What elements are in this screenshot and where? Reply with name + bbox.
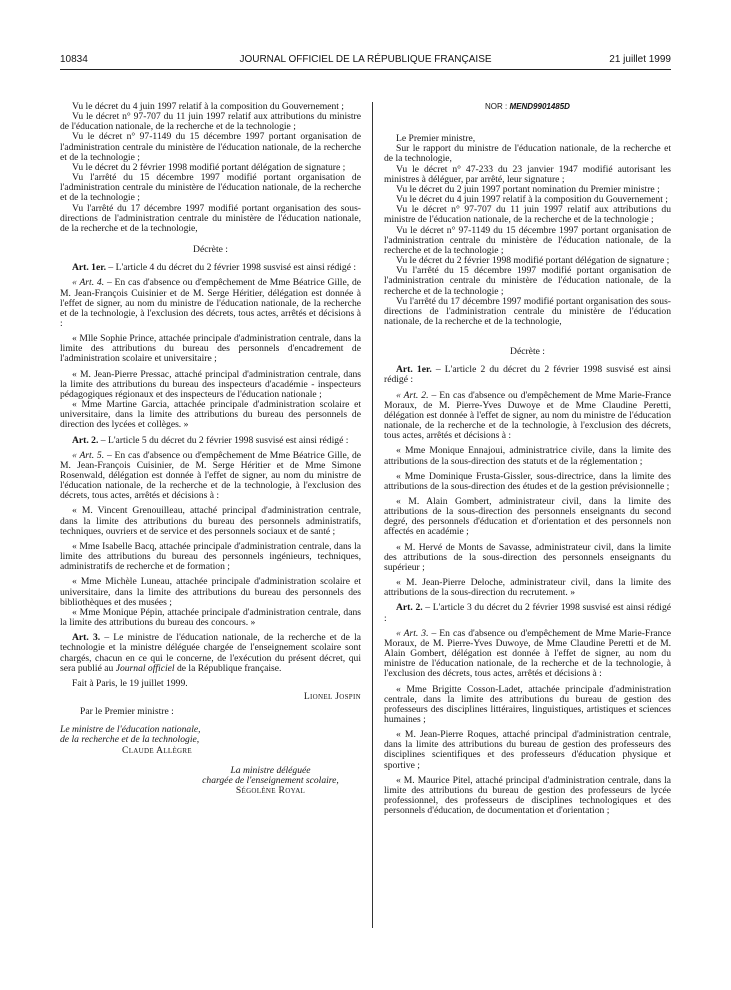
signer-name: Ségolène Royal — [235, 785, 306, 797]
page-header — [60, 54, 671, 68]
nor-code: MEND9901485D — [509, 102, 570, 111]
visa-paragraph: Vu le décret n° 47-233 du 23 janvier 1947 modifié autorisant les ministres à déléguer, par arrêté, leur signature ; — [384, 163, 671, 185]
journal-officiel-italic: Journal officiel — [115, 662, 175, 674]
article-1-intro — [384, 365, 671, 385]
visa-paragraph: Vu l'arrêté du 15 décembre 1997 modifié portant organisation de l'administration centrale du ministère de l'éducation nationale, de la recherche et de la technologie ; — [60, 172, 361, 204]
delegation-item: « Mme Monique Pépin, attachée principale d'administration centrale, dans la limite des attributions du bureau des concours. » — [60, 606, 361, 629]
article-text: – L'article 3 du décret du 2 février 1998 susvisé est ainsi rédigé : — [384, 602, 671, 624]
article-label: Art. 2. — [72, 434, 99, 446]
article-2-intro — [60, 436, 361, 446]
column-divider — [372, 102, 373, 928]
quoted-article-text: – En cas d'absence ou d'empêchement de Mme Marie-France Moraux, de M. Pierre-Yves Duwoye, de Mme Claudine Peretti et de M. Alain Gombert, délégation est donnée à l'effet de signer, au nom du ministre de l'éducation nationale, de la recherche et de la technologie, à l'exclusion des décrets, tous actes, arrêtés et décisions à : — [384, 627, 671, 680]
delegation-item: « M. Jean-Pierre Pressac, attaché principal d'administration centrale, dans la limite des attributions du bureau des inspecteurs d'académie - inspecteurs pédagogiques régionaux et des inspecteurs de l'éducation nationale ; — [60, 368, 361, 400]
visa-paragraph: Vu le décret du 2 février 1998 modifié portant délégation de signature ; — [72, 161, 346, 173]
page-number: 10834 — [60, 54, 88, 65]
visa-paragraph: Vu le décret du 2 février 1998 modifié portant délégation de signature ; — [396, 255, 670, 267]
article-text: – L'article 2 du décret du 2 février 1998 susvisé est ainsi rédigé : — [384, 364, 671, 386]
delegation-item: « M. Jean-Pierre Roques, attaché principal d'administration centrale, dans la limite des attributions du bureau de gestion des professeurs des disciplines scientifiques et des professeurs d'éducation physique et sportive ; — [384, 729, 671, 771]
article-label: Art. 1er. — [72, 262, 107, 274]
left-visas — [60, 102, 361, 234]
delegation-item: « Mme Monique Ennajoui, administratrice civile, dans la limite des attributions de la sous-direction des statuts et de la réglementation ; — [384, 445, 671, 467]
quoted-article-label: « Art. 4. — [72, 277, 105, 289]
quoted-article-text: – En cas d'absence ou d'empêchement de Mme Béatrice Gille, de M. Jean-François Cuisinier, de M. Serge Héritier et de Mme Simone Rosenwald, délégation est donnée à l'effet de signer, au nom du ministre de l'éducation nationale, de la recherche et de la technologie, à l'exclusion des décrets, tous actes, arrêtés et décisions à : — [60, 449, 362, 502]
delegation-item: « Mme Michèle Luneau, attachée principale d'administration scolaire et universitaire, dans la limite des attributions du bureau des personnels des bibliothèques et des musées ; — [60, 576, 361, 608]
delegation-item: « M. Jean-Pierre Deloche, administrateur civil, dans la limite des attributions de la sous-direction du recrutement. » — [384, 577, 671, 599]
article-text: – L'article 4 du décret du 2 février 1998 susvisé est ainsi rédigé : — [106, 262, 357, 274]
visa-paragraph: Vu le décret du 4 juin 1997 relatif à la composition du Gouvernement ; — [72, 101, 344, 112]
quoted-article-label: « Art. 2. — [396, 389, 429, 401]
ministre-title-line: de la recherche et de la technologie, — [60, 734, 200, 746]
header-rule — [60, 69, 671, 70]
par-le-premier-ministre: Par le Premier ministre : — [80, 706, 174, 718]
quoted-article-text: – En cas d'absence ou d'empêchement de Mme Béatrice Gille, de M. Jean-François Cuisinier et de M. Serge Héritier, délégation est donnée à l'effet de signer, au nom du ministre de l'éducation nationale, de la recherche et de la technologie, à l'exclusion des décrets, tous actes, arrêtés et décisions à : — [60, 277, 362, 329]
article-text-end: de la République française. — [174, 662, 282, 674]
deleguee-title-line: chargée de l'enseignement scolaire, — [202, 774, 339, 786]
decrete-heading: Décrète : — [510, 346, 545, 358]
delegation-item: « M. Maurice Pitel, attaché principal d'administration centrale, dans la limite des attributions du bureau de gestion des professeurs de lycée professionnel, des professeurs de disciplines technologiques et des personnels d'éducation, de documentation et d'orientation ; — [384, 774, 671, 817]
delegation-item: « M. Vincent Grenouilleau, attaché principal d'administration centrale, dans la limite des attributions du bureau des personnels administratifs, techniques, ouvriers et de service et des personnels sociaux et de santé ; — [60, 505, 361, 537]
journal-title: JOURNAL OFFICIEL DE LA RÉPUBLIQUE FRANÇAISE — [239, 54, 492, 65]
article-label: Art. 3. — [72, 632, 101, 644]
quoted-article-label: « Art. 3. — [396, 627, 429, 639]
deleguee-title-line: La ministre déléguée — [230, 764, 311, 776]
visa-paragraph: Vu le décret du 4 juin 1997 relatif à la composition du Gouvernement ; — [396, 194, 668, 206]
article-5-quote — [60, 451, 361, 502]
visa-paragraph: Vu le décret n° 97-1149 du 15 décembre 1997 portant organisation de l'administration centrale du ministère de l'éducation nationale, de la recherche et de la technologie ; — [384, 224, 671, 256]
visa-paragraph: Vu l'arrêté du 17 décembre 1997 modifié portant organisation des sous-directions de l'administration centrale du ministère de l'éducation nationale, de la recherche et de la technologie, — [60, 202, 361, 234]
right-column — [384, 102, 671, 816]
visa-paragraph: Vu le décret du 2 juin 1997 portant nomination du Premier ministre ; — [396, 183, 660, 195]
signature-premier-ministre: Lionel Jospin — [303, 690, 361, 702]
signer-name: Claude Allègre — [122, 744, 192, 756]
visa-paragraph: Vu le décret n° 97-1149 du 15 décembre 1997 portant organisation de l'administration centrale du ministère de l'éducation nationale, de la recherche et de la technologie ; — [60, 131, 361, 163]
quoted-article-label: « Art. 5. — [72, 449, 105, 461]
fait-a-paris: Fait à Paris, le 19 juillet 1999. — [72, 677, 188, 689]
delegation-item: « Mme Martine Garcia, attachée principale d'administration scolaire et universitaire, dans la limite des attributions du bureau des personnels de direction des lycées et collèges. » — [60, 399, 361, 431]
ministre-title-line: Le ministre de l'éducation nationale, — [60, 724, 201, 736]
delegation-item: « Mme Isabelle Bacq, attachée principale d'administration centrale, dans la limite des attributions du bureau des personnels ingénieurs, techniques, administratifs de recherche et de formation ; — [60, 540, 361, 573]
article-text: – Le ministre de l'éducation nationale, de la recherche et de la technologie et la ministre déléguée chargée de l'enseignement scolaire sont chargés, chacun en ce qui le concerne, de l'exécution du présent décret, qui sera publié au — [60, 632, 361, 674]
article-label: Art. 2. — [396, 602, 423, 614]
article-1-intro — [60, 263, 361, 273]
left-column — [60, 102, 361, 796]
signature-ministre — [60, 725, 361, 755]
delegation-item: « M. Hervé de Monts de Savasse, administrateur civil, dans la limite des attributions de la sous-direction des personnels enseignants du supérieur ; — [384, 541, 671, 573]
visa-paragraph: Vu l'arrêté du 17 décembre 1997 modifié portant organisation des sous-directions de l'administration centrale du ministère de l'éducation nationale, de la recherche et de la technologie, — [384, 295, 671, 327]
signature-ministre-deleguee — [60, 766, 361, 796]
visa-paragraph: Vu le décret n° 97-707 du 11 juin 1997 relatif aux attributions du ministre de l'éducation nationale, de la recherche et de la technologie ; — [384, 204, 671, 226]
article-2-intro — [384, 603, 671, 623]
article-4-quote — [60, 278, 361, 329]
nor-label: NOR : — [485, 102, 510, 111]
publication-date: 21 juillet 1999 — [609, 54, 671, 65]
decrete-heading: Décrète : — [193, 244, 228, 256]
nor-reference — [384, 102, 671, 112]
delegation-item: « Mme Brigitte Cosson-Ladet, attachée principale d'administration centrale, dans la limite des attributions du bureau de gestion des professeurs des disciplines littéraires, linguistiques, artistiques et sciences humaines ; — [384, 683, 671, 725]
article-text: – L'article 5 du décret du 2 février 1998 susvisé est ainsi rédigé : — [98, 434, 349, 446]
article-3-quote — [384, 629, 671, 680]
article-label: Art. 1er. — [396, 364, 432, 376]
visa-paragraph: Vu le décret n° 97-707 du 11 juin 1997 relatif aux attributions du ministre de l'éducation nationale, de la recherche et de la technologie ; — [60, 111, 361, 133]
quoted-article-text: – En cas d'absence ou d'empêchement de Mme Marie-France Moraux, de M. Pierre-Yves Duwoye et de Mme Claudine Peretti, délégation est donnée à l'effet de signer, au nom du ministre de l'éducation nationale, de la recherche et de la technologie, à l'exclusion des décrets, tous actes, arrêtés et décisions à : — [384, 389, 671, 442]
right-visas — [384, 144, 671, 327]
premier-ministre-heading: Le Premier ministre, — [396, 133, 476, 145]
delegation-item: « M. Alain Gombert, administrateur civil, dans la limite des attributions de la sous-direction des personnels enseignants du second degré, des personnels d'éducation et d'orientation et des personnels non affectés en académie ; — [384, 496, 671, 538]
article-3-execution — [60, 633, 361, 674]
delegation-item: « Mme Dominique Frusta-Gissler, sous-directrice, dans la limite des attributions de la sous-direction des études et de la gestion prévisionnelle ; — [384, 470, 671, 492]
delegation-item: « Mlle Sophie Prince, attachée principale d'administration centrale, dans la limite des attributions du bureau des personnels d'encadrement de l'administration scolaire et universitaire ; — [60, 333, 361, 365]
visa-paragraph: Sur le rapport du ministre de l'éducation nationale, de la recherche et de la technologie, — [384, 143, 671, 165]
article-2-quote — [384, 391, 671, 442]
visa-paragraph: Vu l'arrêté du 15 décembre 1997 modifié portant organisation de l'administration centrale du ministère de l'éducation nationale, de la recherche et de la technologie ; — [384, 265, 671, 297]
